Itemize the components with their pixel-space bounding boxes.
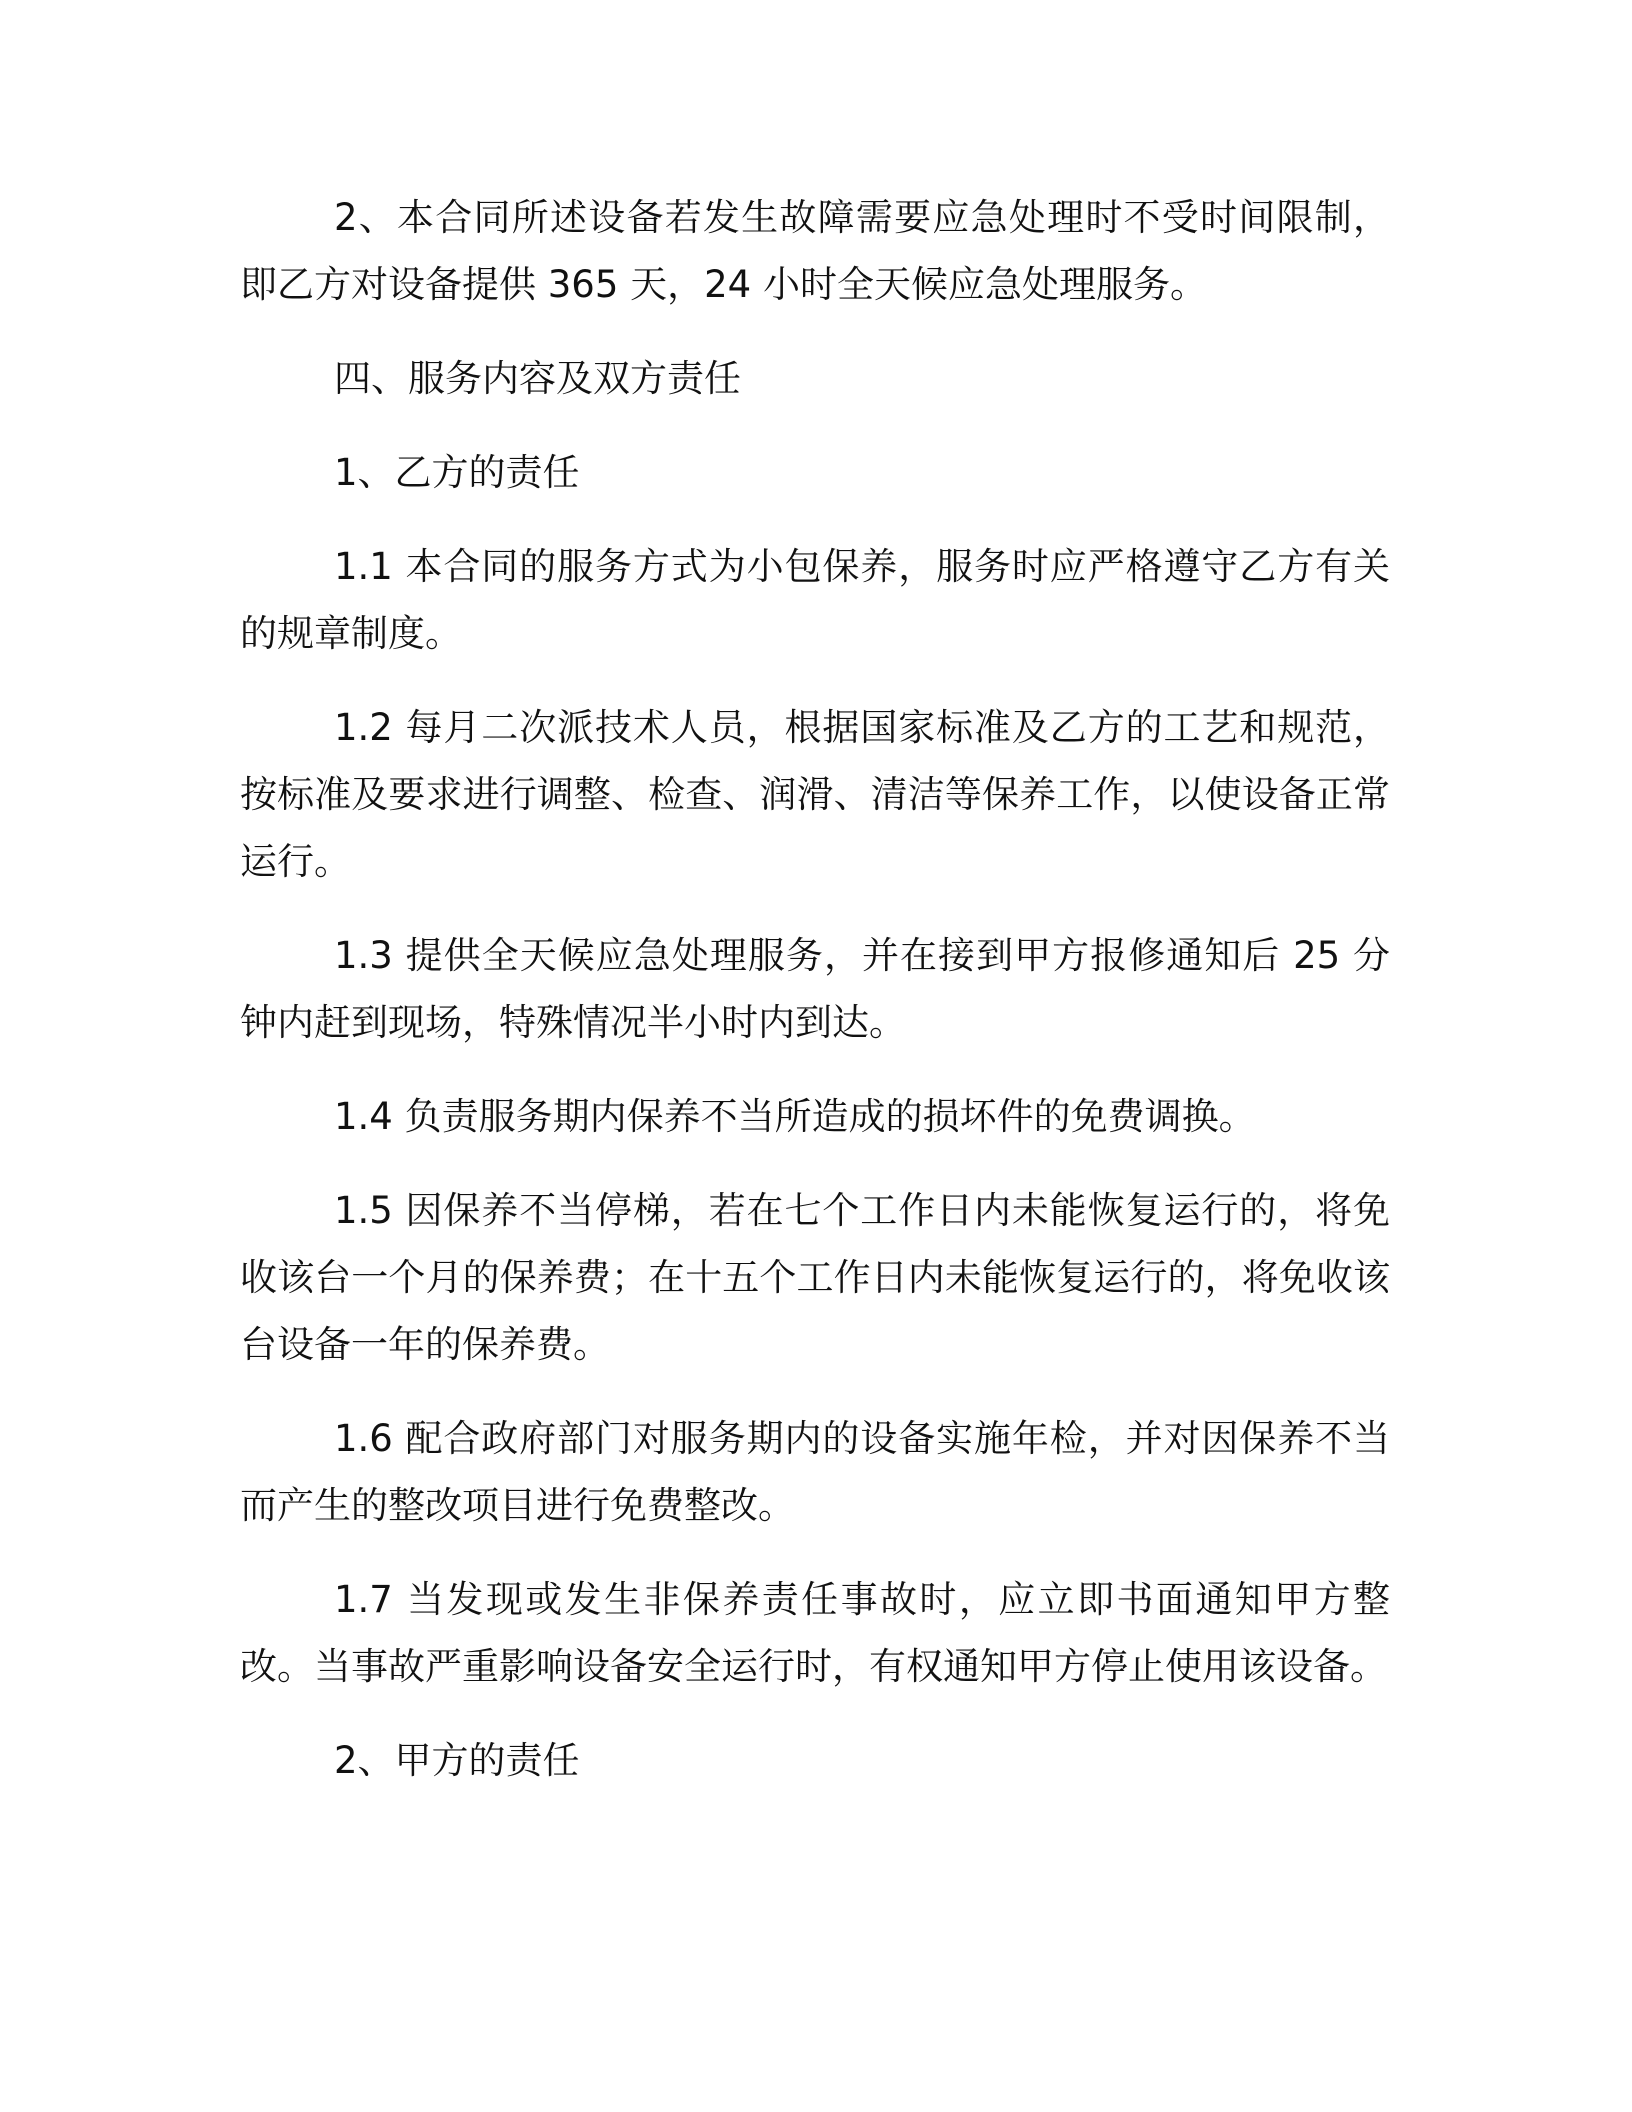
clause-1-3: 1.3 提供全天候应急处理服务，并在接到甲方报修通知后 25 分钟内赶到现场，特殊情况半小时内到达。: [240, 934, 1390, 1044]
clause-1-6: 1.6 配合政府部门对服务期内的设备实施年检，并对因保养不当而产生的整改项目进行免费整改。: [240, 1417, 1390, 1527]
clause-1-1: 1.1 本合同的服务方式为小包保养，服务时应严格遵守乙方有关的规章制度。: [240, 545, 1390, 655]
document-body: [240, 184, 1390, 1821]
clause-1-7: 1.7 当发现或发生非保养责任事故时，应立即书面通知甲方整改。当事故严重影响设备安全运行时，有权通知甲方停止使用该设备。: [240, 1578, 1390, 1688]
clause-1-2: 1.2 每月二次派技术人员，根据国家标准及乙方的工艺和规范，按标准及要求进行调整、检查、润滑、清洁等保养工作，以使设备正常运行。: [240, 706, 1390, 883]
paragraph-emergency-service: 2、本合同所述设备若发生故障需要应急处理时不受时间限制，即乙方对设备提供 365 天，24 小时全天候应急处理服务。: [240, 196, 1390, 306]
clause-1-4: 1.4 负责服务期内保养不当所造成的损坏件的免费调换。: [334, 1095, 1256, 1138]
subsection-heading-party-b: 1、乙方的责任: [334, 451, 580, 494]
subsection-heading-party-a: 2、甲方的责任: [334, 1739, 580, 1782]
clause-1-5: 1.5 因保养不当停梯，若在七个工作日内未能恢复运行的，将免收该台一个月的保养费；在十五个工作日内未能恢复运行的，将免收该台设备一年的保养费。: [240, 1189, 1390, 1366]
section-heading-service-content: 四、服务内容及双方责任: [334, 357, 741, 400]
